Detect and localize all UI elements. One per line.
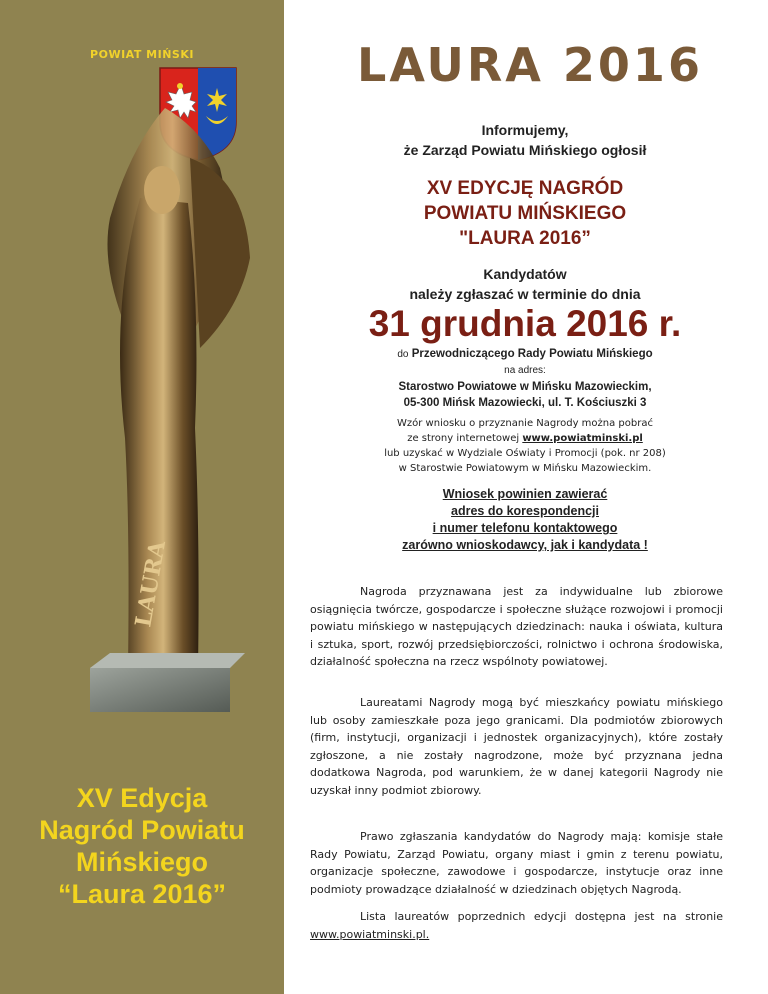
- address-label: na adres:: [504, 365, 546, 376]
- laureates-paragraph: [310, 694, 723, 799]
- edition-line: "LAURA 2016”: [459, 228, 591, 249]
- nomination-rights-paragraph: [310, 828, 723, 898]
- requirement-line: i numer telefonu kontaktowego: [432, 521, 618, 535]
- download-prefix: ze strony internetowej: [407, 433, 520, 444]
- previous-laureates-paragraph: [310, 908, 723, 943]
- laura-statue-image: [70, 108, 260, 712]
- candidates-line: należy zgłaszać w terminie do dnia: [409, 286, 641, 302]
- download-line: lub uzyskać w Wydziale Oświaty i Promocji (pok. nr 208): [384, 448, 666, 459]
- statue-inscription: LAURA: [130, 538, 172, 630]
- paragraph-text: Laureatami Nagrody mogą być mieszkańcy powiatu mińskiego lub osoby zamieszkałe poza jego granicami. Dla podmiotów zbiorowych (firm, instytucji, organizacji i jednostek organizacyjnych), które zostały zgłoszone, a nie zostały nagrodzone, może być przyznana jedna dodatkowa Nagroda, pod warunkiem, że w danej kategorii Nagrody nie uzyskał inny podmiot zbiorowy.: [310, 696, 723, 797]
- address-block: [310, 346, 740, 411]
- download-line: [310, 431, 740, 446]
- panel-caption-line: “Laura 2016”: [57, 879, 227, 909]
- page-title: LAURA 2016: [357, 38, 703, 92]
- requirement-line: zarówno wnioskodawcy, jak i kandydata !: [402, 538, 648, 552]
- website-link[interactable]: www.powiatminski.pl: [522, 433, 643, 444]
- left-panel: [0, 0, 284, 994]
- edition-line: POWIATU MIŃSKIEGO: [423, 203, 627, 224]
- deadline-date: 31 grudnia 2016 r.: [368, 303, 682, 344]
- download-line: w Starostwie Powiatowym w Mińsku Mazowieckim.: [398, 463, 652, 474]
- award-description-paragraph: [310, 583, 723, 671]
- download-line: Wzór wniosku o przyznanie Nagrody można pobrać: [397, 418, 653, 429]
- intro-text: [310, 120, 740, 160]
- candidates-text: [310, 264, 740, 304]
- intro-line: że Zarząd Powiatu Mińskiego ogłosił: [403, 142, 647, 158]
- edition-heading: [310, 176, 740, 251]
- panel-caption-line: Mińskiego: [75, 847, 209, 877]
- candidates-line: Kandydatów: [483, 266, 567, 282]
- edition-line: XV EDYCJĘ NAGRÓD: [426, 178, 624, 199]
- intro-line: Informujemy,: [481, 122, 569, 138]
- application-requirements: [310, 486, 740, 554]
- paragraph-text: Prawo zgłaszania kandydatów do Nagrody mają: komisje stałe Rady Powiatu, Zarząd Powiatu, organy miast i gmin z terenu powiatu, organizacje społeczne, zawodowe i gospodarcze, instytucje oraz inne podmioty prowadzące działalność w dziedzinach objętych Nagrodą.: [310, 830, 723, 896]
- panel-caption-line: Nagród Powiatu: [39, 815, 245, 845]
- panel-caption-line: XV Edycja: [76, 783, 208, 813]
- requirement-line: adres do korespondencji: [451, 504, 599, 518]
- paragraph-text: Nagroda przyznawana jest za indywidualne lub zbiorowe osiągnięcia twórcze, gospodarcze i społeczne służące rozwojowi i promocji powiatu mińskiego w następujących dziedzinach: nauka i oświata, kultura i sztuka, sport, rozwój przedsiębiorczości, rolnictwo i ochrona środowiska, działalność społeczna na rzecz wspólnoty powiatowej.: [310, 585, 723, 668]
- website-link[interactable]: www.powiatminski.pl.: [310, 927, 430, 941]
- county-label: POWIAT MIŃSKI: [90, 48, 194, 61]
- address-prefix: do: [397, 349, 409, 360]
- address-recipient: [310, 346, 740, 363]
- requirement-line: Wniosek powinien zawierać: [442, 487, 608, 501]
- address-line: Starostwo Powiatowe w Mińsku Mazowieckim,: [398, 381, 652, 393]
- address-line: 05-300 Mińsk Mazowiecki, ul. T. Kościuszki 3: [403, 397, 647, 409]
- address-recipient-name: Przewodniczącego Rady Powiatu Mińskiego: [411, 348, 653, 360]
- download-info: [310, 416, 740, 476]
- paragraph-text: Lista laureatów poprzednich edycji dostępna jest na stronie: [360, 910, 723, 923]
- panel-caption: [0, 782, 284, 910]
